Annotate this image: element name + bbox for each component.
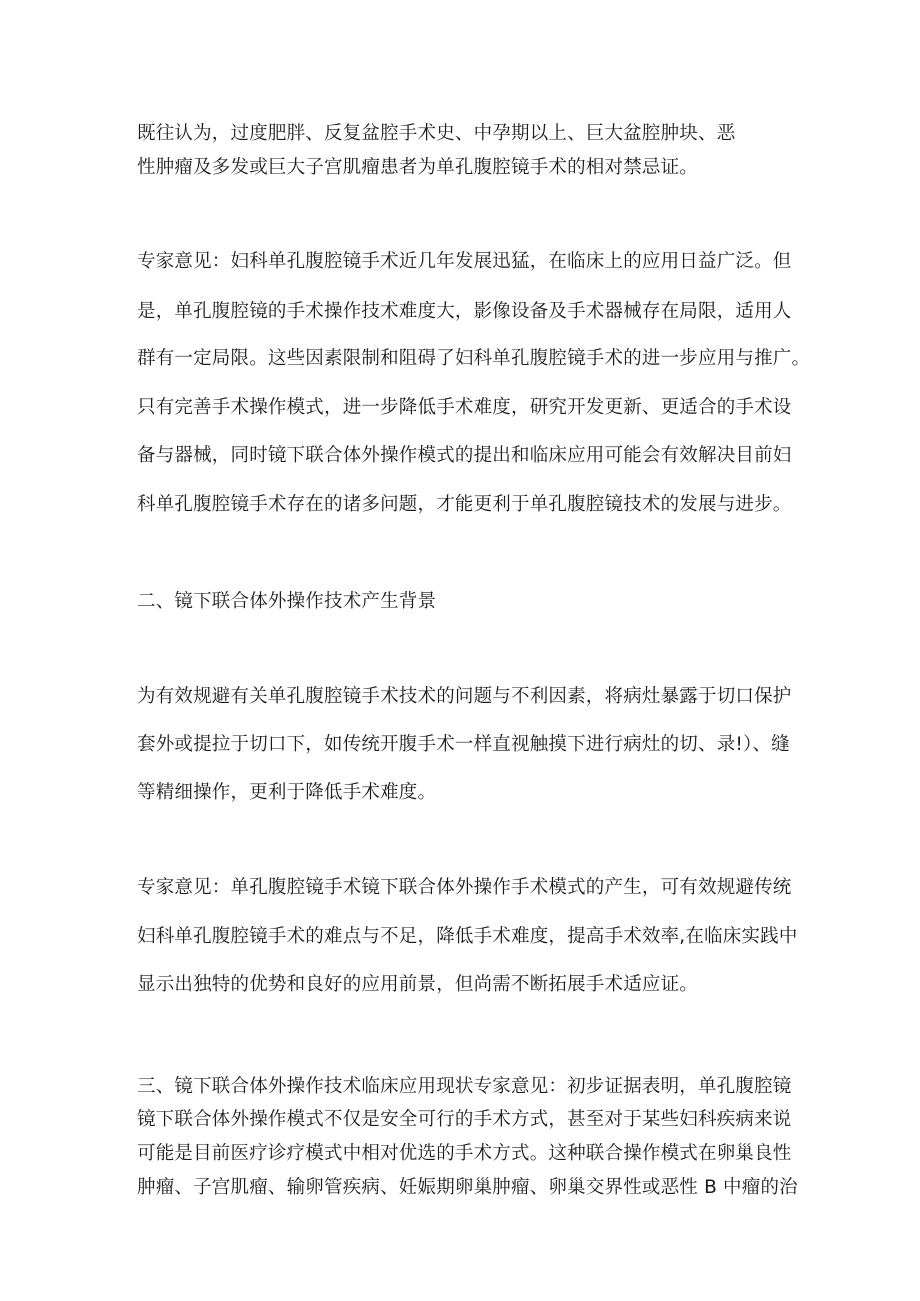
text-line: 性肿瘤及多发或巨大子宫肌瘤患者为单孔腹腔镜手术的相对禁忌证。 (137, 157, 699, 178)
text-line: 专家意见：单孔腹腔镜手术镜下联合体外操作手术模式的产生，可有效规避传统 (137, 877, 792, 898)
text-line: 妇科单孔腹腔镜手术的难点与不足，降低手术难度，提高手术效率,在临床实践中 (137, 926, 798, 947)
text-line: 等精细操作，更利于降低手术难度。 (137, 782, 437, 803)
text-line: 科单孔腹腔镜手术存在的诸多问题，才能更利于单孔腹腔镜技术的发展与进步。 (137, 494, 792, 515)
text-line: 只有完善手术操作模式，进一步降低手术难度，研究开发更新、更适合的手术设 (137, 397, 792, 418)
text-line: 套外或提拉于切口下，如传统开腹手术一样直视触摸下进行病灶的切、录!）、缝 (137, 734, 790, 755)
text-line: 可能是目前医疗诊疗模式中相对优选的手术方式。这种联合操作模式在卵巢良性 (137, 1143, 792, 1164)
text-line: 三、镜下联合体外操作技术临床应用现状专家意见：初步证据表明，单孔腹腔镜 (137, 1076, 792, 1097)
text-line: 显示出独特的优势和良好的应用前景，但尚需不断拓展手术适应证。 (137, 974, 699, 995)
text-line: 专家意见：妇科单孔腹腔镜手术近几年发展迅猛，在临床上的应用日益广泛。但 (137, 251, 792, 272)
text-line: 为有效规避有关单孔腹腔镜手术技术的问题与不利因素，将病灶暴露于切口保护 (137, 686, 792, 707)
text-line: 群有一定局限。这些因素限制和阻碍了妇科单孔腹腔镜手术的进一步应用与推广。 (137, 348, 811, 369)
text-line: 镜下联合体外操作模式不仅是安全可行的手术方式，甚至对于某些妇科疾病来说 (137, 1109, 792, 1130)
section-heading: 二、镜下联合体外操作技术产生背景 (137, 591, 437, 612)
text-line: 是，单孔腹腔镜的手术操作技术难度大，影像设备及手术器械存在局限，适用人 (137, 301, 792, 322)
text-line: 备与器械，同时镜下联合体外操作模式的提出和临床应用可能会有效解决目前妇 (137, 445, 792, 466)
text-line: 既往认为，过度肥胖、反复盆腔手术史、中孕期以上、巨大盆腔肿块、恶 (137, 123, 736, 144)
text-line: 肿瘤、子宫肌瘤、输卵管疾病、妊娠期卵巢肿瘤、卵巢交界性或恶性 B 中瘤的治 (137, 1177, 798, 1198)
